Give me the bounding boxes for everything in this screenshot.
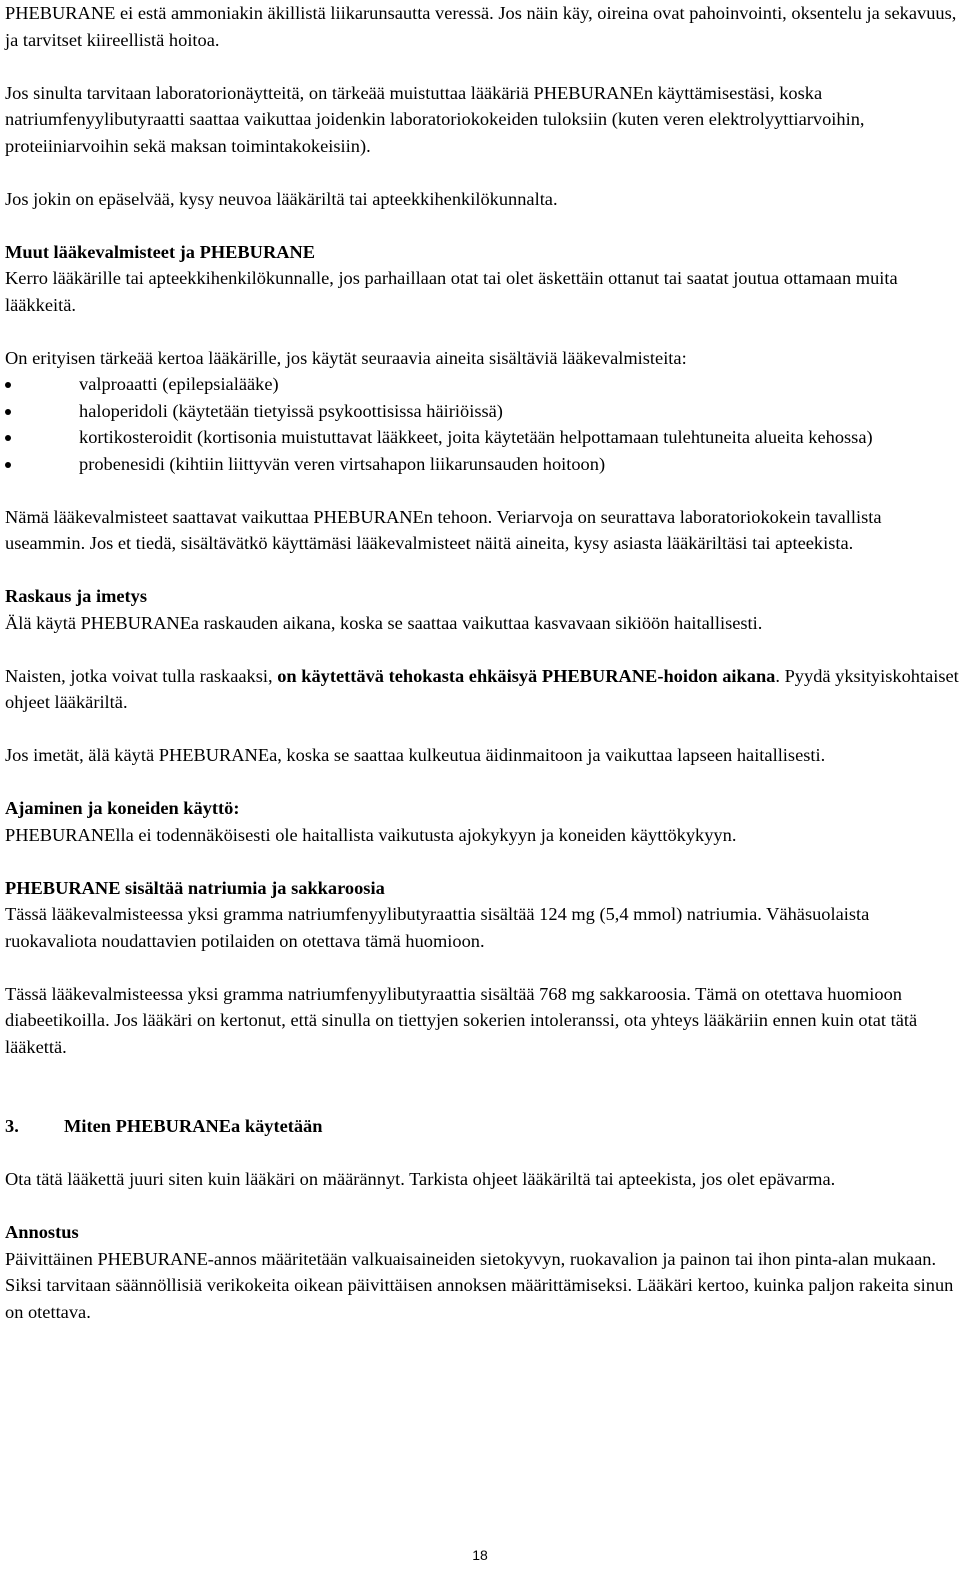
section-dose: [5, 1219, 960, 1325]
list-item: haloperidoli (käytetään tietyissä psykoottisissa häiriöissä): [5, 398, 960, 425]
list-item: kortikosteroidit (kortisonia muistuttavat lääkkeet, joita käytetään helpottamaan tulehtuneita alueita kehossa): [5, 424, 960, 451]
section-title: Miten PHEBURANEa käytetään: [64, 1116, 323, 1136]
paragraph-driving: PHEBURANElla ei todennäköisesti ole haitallista vaikutusta ajokykyyn ja koneiden käyttökykyyn.: [5, 824, 737, 845]
paragraph-contains-1: Tässä lääkevalmisteessa yksi gramma natriumfenyylibutyraattia sisältää 124 mg (5,4 mmol) natriumia. Vähäsuolaista ruokavaliota noudattavien potilaiden on otettava tämä huomioon.: [5, 904, 870, 951]
paragraph-section3-text: Ota tätä lääkettä juuri siten kuin lääkäri on määrännyt. Tarkista ohjeet lääkäriltä tai apteekista, jos olet epävarma.: [5, 1169, 836, 1189]
document-page: [5, 0, 960, 1325]
paragraph-interactions-intro: On erityisen tärkeää kertoa lääkärille, jos käytät seuraavia aineita sisältäviä lääkevalmisteita:: [5, 347, 687, 368]
paragraph-ask-advice: Jos jokin on epäselvää, kysy neuvoa lääkäriltä tai apteekkihenkilökunnalta.: [5, 188, 558, 209]
bullet-icon: [5, 435, 11, 441]
paragraph-ammonia-warning: PHEBURANE ei estä ammoniakin äkillistä liikarunsautta veressä. Jos näin käy, oireina ovat pahoinvointi, oksentelu ja sekavuus, ja tarvitset kiireellistä hoitoa.: [5, 3, 957, 50]
heading-contains: PHEBURANE sisältää natriumia ja sakkaroosia: [5, 877, 385, 898]
section-pregnancy: [5, 583, 960, 636]
paragraph-interactions-after: Nämä lääkevalmisteet saattavat vaikuttaa PHEBURANEn tehoon. Veriarvoja on seurattava laboratoriokokein tavallista useammin. Jos et tiedä, sisältävätkö käyttämäsi lääkevalmisteet näitä aineita, kysy asiasta lääkäriltäsi tai apteekista.: [5, 506, 882, 553]
bullet-icon: [5, 409, 11, 415]
list-item: valproaatti (epilepsialääke): [5, 371, 960, 398]
paragraph-pregnancy-3: Jos imetät, älä käytä PHEBURANEa, koska se saattaa kulkeutua äidinmaitoon ja vaikuttaa lapseen haitallisesti.: [5, 745, 826, 765]
bullet-icon: [5, 462, 11, 468]
paragraph-contains-2: Tässä lääkevalmisteessa yksi gramma natriumfenyylibutyraattia sisältää 768 mg sakkaroosia. Tämä on otettava huomioon diabeetikoilla. Jos lääkäri on kertonut, että sinulla on tiettyjen sokerien intoleranssi, ota yhteys lääkäriin ennen kuin otat tätä lääkettä.: [5, 983, 918, 1057]
bullet-icon: [5, 382, 11, 388]
list-item: probenesidi (kihtiin liittyvän veren virtsahapon liikarunsauden hoitoon): [5, 451, 960, 478]
paragraph-pregnancy-2: Naisten, jotka voivat tulla raskaaksi, on käytettävä tehokasta ehkäisyä PHEBURANE-hoidon aikana. Pyydä yksityiskohtaiset ohjeet lääkäriltä.: [5, 665, 959, 712]
paragraph-interactions-text: Kerro lääkärille tai apteekkihenkilökunnalle, jos parhaillaan otat tai olet äskettäin ottanut tai saatat joutua ottamaan muita lääkkeitä.: [5, 268, 898, 315]
section-3-heading: [5, 1113, 960, 1140]
page-number: 18: [472, 1547, 488, 1563]
heading-interactions: Muut lääkevalmisteet ja PHEBURANE: [5, 241, 316, 262]
heading-driving: Ajaminen ja koneiden käyttö:: [5, 798, 240, 818]
heading-pregnancy: Raskaus ja imetys: [5, 586, 148, 606]
section-interactions: [5, 239, 960, 319]
section-driving: [5, 795, 960, 848]
paragraph-pregnancy-1: Älä käytä PHEBURANEa raskauden aikana, koska se saattaa vaikuttaa kasvavaan sikiöön haitallisesti.: [5, 612, 763, 633]
section-contains: [5, 875, 960, 955]
heading-dose: Annostus: [5, 1222, 79, 1242]
paragraph-dose: Päivittäinen PHEBURANE-annos määritetään valkuaisaineiden sietokyvyn, ruokavalion ja painon tai ihon pinta-alan mukaan. Siksi tarvitaan säännöllisiä verikokeita oikean päivittäisen annoksen määrittämiseksi. Lääkäri kertoo, kuinka paljon rakeita sinun on otettava.: [5, 1248, 954, 1322]
section-number: 3.: [5, 1116, 19, 1136]
interaction-list: [5, 371, 960, 477]
paragraph-lab-tests: Jos sinulta tarvitaan laboratorionäytteitä, on tärkeää muistuttaa lääkäriä PHEBURANEn käyttämisestäsi, koska natriumfenyylibutyraatti saattaa vaikuttaa joidenkin laboratoriokokeiden tuloksiin (kuten veren elektrolyyttiarvoihin, proteiiniarvoihin sekä maksan toimintakokeisiin).: [5, 82, 865, 156]
